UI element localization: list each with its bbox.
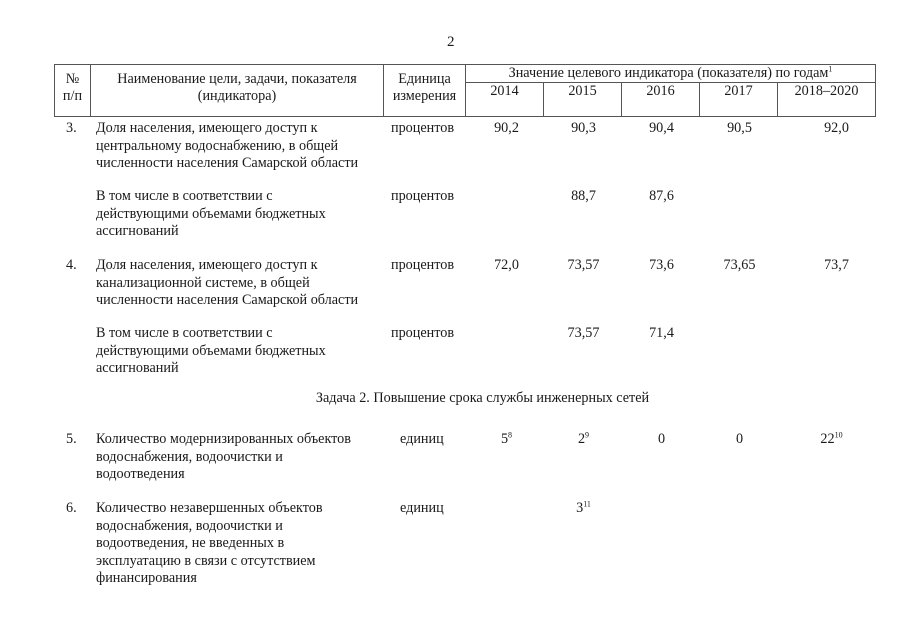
value-2015: 88,7 — [571, 188, 596, 204]
row-name — [96, 325, 386, 378]
row-name-line: Количество модернизированных объектов — [96, 431, 351, 447]
value-2016: 73,6 — [649, 257, 674, 273]
row-unit: процентов — [391, 120, 455, 136]
row-name-line: ассигнований — [96, 223, 179, 239]
row-name-line: В том числе в соответствии с — [96, 188, 273, 204]
value-2018-2020: 92,0 — [824, 120, 849, 136]
header-year-2014: 2014 — [466, 83, 544, 117]
value-2015 — [545, 500, 622, 517]
row-name — [96, 120, 386, 173]
row-unit: единиц — [400, 500, 444, 516]
value-2014 — [468, 431, 545, 448]
header-name-line2: (индикатора) — [197, 88, 277, 104]
value-2017: 90,5 — [727, 120, 752, 136]
header-name-line1: Наименование цели, задачи, показателя — [117, 71, 357, 87]
value-2014: 90,2 — [494, 120, 519, 136]
value-2015: 73,57 — [567, 257, 600, 273]
section-heading-task-2: Задача 2. Повышение срока службы инженерных сетей — [315, 390, 650, 406]
footnote-marker: 1 — [828, 64, 833, 74]
row-name-line: ассигнований — [96, 360, 179, 376]
row-name-line: финансирования — [96, 570, 197, 586]
value-2016: 71,4 — [649, 325, 674, 341]
header-name — [91, 65, 384, 117]
value-2017: 0 — [735, 431, 744, 447]
header-num — [55, 65, 91, 117]
value-2017: 73,65 — [723, 257, 756, 273]
value-number: 22 — [820, 431, 835, 447]
header-values-group-label: Значение целевого индикатора (показателя) по годам — [508, 65, 829, 81]
row-name-line: Количество незавершенных объектов — [96, 500, 323, 516]
row-name-line: водоотведения, не введенных в — [96, 535, 285, 551]
table-header — [54, 64, 876, 117]
row-name-line: эксплуатацию в связи с отсутствием — [96, 552, 316, 569]
row-number: 5. — [66, 431, 77, 447]
row-unit: процентов — [391, 188, 455, 204]
row-name-line: численности населения Самарской области — [96, 292, 359, 308]
row-name-line: численности населения Самарской области — [96, 155, 359, 171]
header-unit — [384, 65, 466, 117]
header-year-2017: 2017 — [700, 83, 778, 117]
row-unit: единиц — [400, 431, 444, 447]
row-name-line: действующими объемами бюджетных — [96, 205, 326, 222]
row-name-line: водоснабжения, водоочистки и — [96, 517, 283, 534]
header-num-line1: № — [65, 71, 80, 87]
value-number: 3 — [576, 500, 584, 516]
row-number: 6. — [66, 500, 77, 516]
header-unit-line1: Единица — [398, 71, 451, 87]
value-number: 2 — [577, 431, 586, 447]
value-2016: 0 — [657, 431, 666, 447]
value-2016: 90,4 — [649, 120, 674, 136]
row-number: 4. — [66, 257, 77, 273]
row-name-line: канализационной системе, в общей — [96, 274, 310, 291]
header-year-2018-2020: 2018–2020 — [778, 83, 876, 117]
value-number: 5 — [500, 431, 509, 447]
footnote-marker: 8 — [508, 430, 513, 440]
footnote-marker: 11 — [583, 499, 591, 509]
footnote-marker: 10 — [834, 430, 843, 440]
row-name — [96, 257, 386, 310]
value-2015 — [545, 431, 622, 448]
row-number: 3. — [66, 120, 77, 136]
row-name-line: Доля населения, имеющего доступ к — [96, 257, 318, 273]
row-name-line: водоотведения — [96, 466, 185, 482]
header-values-group — [466, 65, 876, 83]
row-name-line: центральному водоснабжению, в общей — [96, 137, 339, 154]
page-number: 2 — [447, 34, 455, 50]
header-num-line2: п/п — [62, 88, 83, 104]
row-name — [96, 431, 386, 484]
row-unit: процентов — [391, 325, 455, 341]
row-unit: процентов — [391, 257, 455, 273]
row-name-line: действующими объемами бюджетных — [96, 342, 326, 359]
value-2015: 90,3 — [571, 120, 596, 136]
value-2016: 87,6 — [649, 188, 674, 204]
row-name — [96, 188, 386, 241]
value-2015: 73,57 — [567, 325, 600, 341]
row-name-line: водоснабжения, водоочистки и — [96, 448, 283, 465]
value-2018-2020 — [783, 431, 880, 448]
row-name — [96, 500, 386, 588]
value-2014: 72,0 — [494, 257, 519, 273]
header-year-2015: 2015 — [544, 83, 622, 117]
header-year-2016: 2016 — [622, 83, 700, 117]
header-unit-line2: измерения — [392, 88, 457, 104]
footnote-marker: 9 — [585, 430, 590, 440]
value-2018-2020: 73,7 — [824, 257, 849, 273]
row-name-line: Доля населения, имеющего доступ к — [96, 120, 318, 136]
row-name-line: В том числе в соответствии с — [96, 325, 273, 341]
